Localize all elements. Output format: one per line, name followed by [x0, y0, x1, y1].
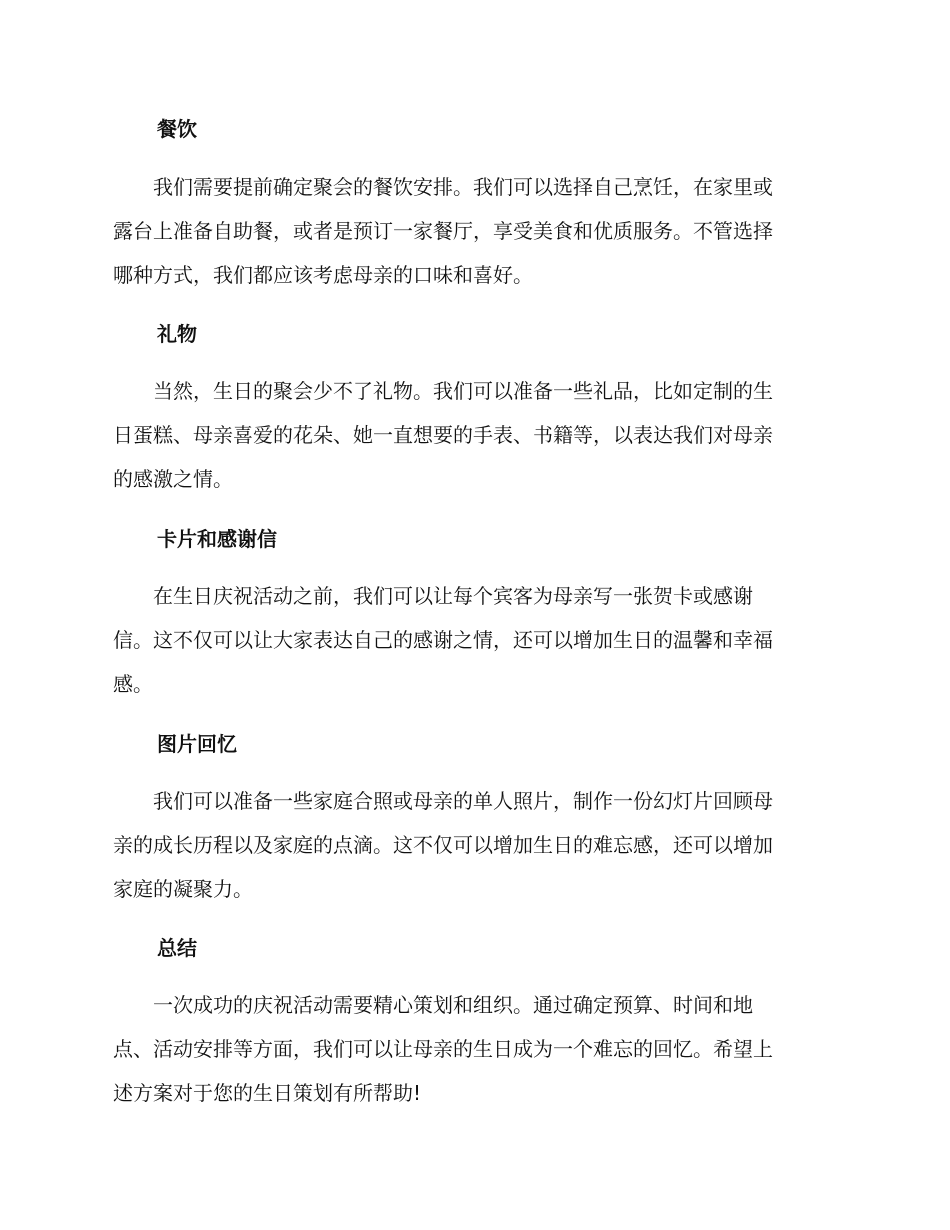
paragraph-line: 哪种方式，我们都应该考虑母亲的口味和喜好。 [113, 263, 533, 287]
paragraph-line: 我们需要提前确定聚会的餐饮安排。我们可以选择自己烹饪，在家里或 [113, 175, 773, 199]
paragraph-line: 点、活动安排等方面，我们可以让母亲的生日成为一个难忘的回忆。希望上 [113, 1037, 773, 1061]
section-body-cards [113, 574, 843, 706]
paragraph-line: 日蛋糕、母亲喜爱的花朵、她一直想要的手表、书籍等，以表达我们对母亲 [113, 423, 773, 447]
paragraph-line: 露台上准备自助餐，或者是预订一家餐厅，享受美食和优质服务。不管选择 [113, 219, 773, 243]
paragraph-line: 当然，生日的聚会少不了礼物。我们可以准备一些礼品，比如定制的生 [113, 379, 773, 403]
section-body-gifts [113, 369, 843, 501]
section-heading-summary: 总结 [157, 936, 197, 960]
section-body-photos [113, 779, 843, 911]
paragraph-line: 的感激之情。 [113, 467, 233, 491]
paragraph-line: 家庭的凝聚力。 [113, 877, 253, 901]
paragraph-line: 亲的成长历程以及家庭的点滴。这不仅可以增加生日的难忘感，还可以增加 [113, 833, 773, 857]
section-heading-gifts: 礼物 [157, 322, 197, 346]
section-body-catering [113, 165, 843, 297]
paragraph-line: 一次成功的庆祝活动需要精心策划和组织。通过确定预算、时间和地 [113, 993, 753, 1017]
section-heading-catering: 餐饮 [157, 117, 197, 141]
section-heading-photos: 图片回忆 [157, 732, 237, 756]
section-heading-cards: 卡片和感谢信 [157, 527, 277, 551]
paragraph-line: 感。 [113, 672, 153, 696]
paragraph-line: 在生日庆祝活动之前，我们可以让每个宾客为母亲写一张贺卡或感谢 [113, 584, 753, 608]
section-body-summary [113, 983, 843, 1115]
paragraph-line: 述方案对于您的生日策划有所帮助! [113, 1081, 422, 1105]
paragraph-line: 我们可以准备一些家庭合照或母亲的单人照片，制作一份幻灯片回顾母 [113, 789, 773, 813]
paragraph-line: 信。这不仅可以让大家表达自己的感谢之情，还可以增加生日的温馨和幸福 [113, 628, 773, 652]
